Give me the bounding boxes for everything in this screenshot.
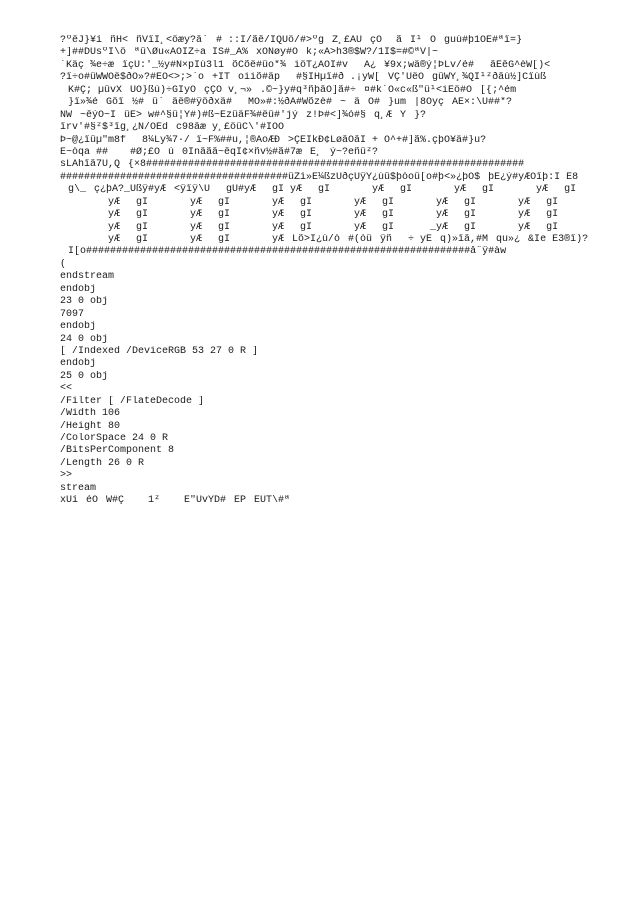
- pdf-syntax-line: /Width 106: [60, 408, 121, 420]
- binary-stream-line: Ï[o################################################################å¨ÿ#àw: [60, 246, 507, 258]
- binary-stream-line: ÑW~êýÖ~ÏüE>¯w#^§ü¦Ÿ#)#ß~ÈzüäF¾#ëû#'jýz!Þ#<]¾ó#§q¸ÆÝ}?: [60, 109, 427, 121]
- pdf-syntax-line: /ColorSpace 24 0 R: [60, 433, 169, 444]
- pdf-syntax-line: 7097: [60, 308, 85, 320]
- pdf-syntax-line: [ /Indexed /DeviceRGB 53 27 0 R ]: [60, 345, 259, 357]
- pdf-syntax-line: /Filter [ /FlateDecode ]: [60, 395, 205, 407]
- pdf-syntax-line: 25 0 obj: [60, 370, 109, 382]
- raw-pdf-text-dump: [60, 35, 620, 508]
- binary-stream-line: g\_ç¿þÂ?_Ûßÿ#yÆ<ÿïÿ\ÛgÛ#yÆgÎ yÆgÎ yÆgÎ yÆgÎ yÆgÎ: [60, 184, 577, 196]
- binary-stream-line: (: [60, 258, 67, 270]
- pdf-syntax-line: 24 0 obj: [60, 333, 109, 345]
- binary-stream-line: yÆgÎ yÆgÎ yÆLõ>Ï¿ù/ò#(óüÿñ÷¯yÈq)»îâ,#Mqu»¿&Îe É3®î)?: [60, 234, 589, 245]
- binary-stream-line: ?ï÷o#üWWÖë$ðO»?#ÊO<>;>`o+ÏToiiõ#äp#§ÏHµï#ð .¡yW[VÇ'ÜëÖgûWY¸¾QÏ¹²ðâù½]Cïùß: [60, 72, 555, 84]
- pdf-syntax-line: /Length 26 0 R: [60, 457, 145, 469]
- binary-stream-line: yÆgÎ yÆgÎ yÆgÎ yÆgÎ yÆgÎ yÆgÎ: [60, 209, 559, 221]
- binary-stream-line: ?ºêJ}¥íñH<ñVïÎ¸<öæy?â`# ::Ï/ãê/ÍQÜö/#>ºgZ¸£AÛçÓ¯ãÎ¹Õguù#þ1ÕË#ªï=}: [60, 35, 523, 46]
- binary-stream-line: ######################################üZì»É¼ßzÛðçÛÿÝ¿ùû$þòoû[o#þ<»¿þÓ$þÈ¿ý#yÆÖîþ:I È8: [60, 171, 579, 183]
- pdf-syntax-line: endstream: [60, 271, 115, 283]
- pdf-syntax-line: endobj: [60, 283, 97, 295]
- pdf-syntax-line: /Height 80: [60, 420, 121, 432]
- pdf-syntax-line: /BitsPerComponent 8: [60, 445, 175, 457]
- binary-stream-line: yÆgÎ yÆgÎ yÆgÎ yÆgÎ _yÆgÎ yÆgÎ: [60, 221, 559, 233]
- pdf-syntax-line: >>: [60, 470, 73, 482]
- binary-stream-line: K#Ç; µûvXÛÕ}ßú)÷GÏyÕçÇÓ¯v¸¬».©~}y#q³ñþâÖ]ã#÷¤#k´Ö«c«ß"ü¹<iÉö#Õ[{;^ém: [60, 84, 517, 96]
- binary-stream-line: îrv'#§²$³îg¸¿N/ÖËdc98âæ¯y¸£öüC\'#ÏÖÕ: [60, 122, 285, 134]
- binary-stream-line: yÆgÎ yÆgÎ yÆgÎ yÆgÎ yÆgÎ yÆgÎ: [60, 196, 559, 208]
- pdf-syntax-line: 23 0 obj: [60, 296, 109, 308]
- binary-stream-line: }ï»¾éGôï½#ü`äë®#ÿöðxä#MÕ»#:½ðÃ#Wõzè#~äÖ#}um|8ÔyçÂË×:\Û##*?: [60, 97, 513, 109]
- binary-stream-line: +]##DUsºÎ\öªû\Øu«ÄÓÎZ÷a ÏS#_Â%xÕÑøy#Ök;«Â>h3®$W?/1Ï$=#©ªV|~: [60, 47, 439, 59]
- binary-stream-line: Þ~@¿ïûµ"m8f8¼Ly¾7·/ ï~F%##u,¦®AoÆÐ>ÇÊÎkÐ¢LøâÓâÏ + Ó^+#]ã%.çþÖ¥ä#}u?: [60, 134, 487, 146]
- pdf-syntax-line: stream: [60, 482, 97, 494]
- binary-stream-line: xÚíéÒW#Ç1² Ê"UvYD#EPEÙT\#ª: [60, 495, 291, 507]
- pdf-syntax-line: endobj: [60, 321, 97, 333]
- binary-stream-line: ´Käç¯¾e÷æïçÜ:'_½y#Ñ×pÎù3l1õCõë#üo*¾iöT¿ÂÕÏ#vÄ¿¥9x;wä®ý¦ÞLv/é#âÊêG^èW[)<: [60, 59, 551, 71]
- pdf-syntax-line: <<: [60, 383, 73, 395]
- binary-stream-line: sLÄhîâ7Ü,Q{×8###############################################################: [60, 159, 525, 171]
- pdf-syntax-line: endobj: [60, 358, 97, 370]
- binary-stream-line: Ê~òqa¯## #Ø;£Öú0Înâãâ~êqÎ¢×ñv½#ã#7æË¸ý~?eñû²?: [60, 146, 379, 158]
